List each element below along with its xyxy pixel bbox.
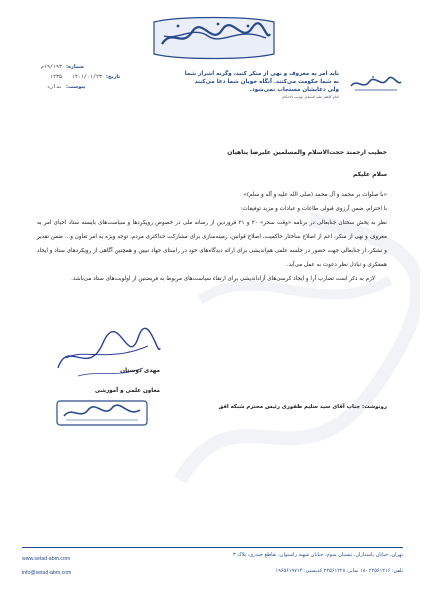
footer-phones: تلفن: ۲۲۵۶۱۲۱۶ -۱۸ نمابر: ۲۲۵۶۱۲۲۸ کدپستی: ۱۹۶۵۶۱۹۷۱۴ (275, 568, 403, 574)
paragraph-closing: لازم به ذکر است تضارب آرا و ایجاد کرسی‌های آزاداندیشی برای ارتقاء سیاست‌های مربوط به فریضتین از اولویت‌های ستاد می‌باشد. (71, 276, 375, 282)
number-row (22, 62, 122, 72)
quote-line: باید امر به معروف و نهی از منکر کنید، وگرنه اشرار شما (184, 71, 339, 77)
letter-meta (22, 62, 122, 92)
attachment-label: پیوست: (66, 84, 86, 90)
signer-title: معاون علمی و آموزشی (94, 388, 160, 394)
date-row (22, 72, 122, 82)
salawat-line: «با صلوات بر محمد و آل محمد (صلی الله علیه و آله و سلم)» (243, 192, 387, 198)
attachment-value: ندارد (46, 84, 62, 90)
addressee: خطیب ارجمند حجت‌الاسلام والمسلمین علیرضا پناهیان (227, 149, 387, 156)
official-stamp (56, 400, 148, 426)
quote-line: به شما حکومت می‌کنند. آنگاه خوبان شما دعا می‌کنند (194, 79, 339, 85)
greeting: سلام علیکم (352, 171, 387, 178)
handwritten-signature (48, 318, 168, 388)
footer-divider (22, 547, 403, 548)
attachment-row (22, 82, 122, 92)
header-quote (139, 70, 339, 100)
quote-source: امام کاظم علیه السلام، تهذیب الاحکام (282, 95, 339, 99)
footer-address: تهران، خیابان پاسداران، نیستان سوم، خیابان شهید راستوان، تقاطع چیذری، پلاک ۳ (233, 552, 403, 558)
date-value: ۱۴۰۱/۰۱/۲۳ (71, 74, 102, 80)
signer-name: مهدی دوستان (120, 368, 160, 374)
number-value: ۱۹/۱۹۳م (40, 64, 62, 70)
organization-logo (148, 14, 280, 62)
ref-value: ۱۲۳۵ (49, 74, 62, 80)
footer-website[interactable]: www.setad-abm.com (22, 556, 71, 562)
number-label: شماره: (66, 64, 84, 70)
date-label: تاریخ: (106, 74, 121, 80)
paragraph-main: نظر به پخش سخنان جنابعالی در برنامه «وقت سحر» ۲۰ و ۲۱ فروردین از رسانه ملی در خصوص رویکردها و سیاست‌های بایسته ستاد احیای امر به معروف و نهی از منکر، اعم از اصلاح ساختار حاکمیت، اصلاح قوانین، زمینه‌سازی برای مشارکت حداکثری مردم، توجه ویژه به امر تعاون و... ضمن تقدیر و تشکر، از جنابعالی جهت حضور در جلسه علمی هم‌اندیشی برای ارائه دیدگاه‌های خود در راستای جهاد تبیین و همچنین آگاهی از رویکردهای ستاد و ایجاد همفکری و تبادل نظر دعوت به عمل می‌آید. (37, 220, 387, 268)
carbon-copy: رونوشت: جناب آقای سید سلیم ظفوری رئیس محترم شبکه افق (218, 404, 387, 410)
paragraph-intro: با احترام، ضمن آرزوی قبولی طاعات و عبادات و مزید توفیقات: (240, 206, 387, 212)
footer-email[interactable]: info@setad-abm.com (22, 570, 72, 576)
letter-body (37, 146, 387, 286)
basmala-calligraphy (347, 72, 405, 94)
quote-line: ولی دعایشان مستجاب نمی‌شود. (249, 87, 339, 93)
